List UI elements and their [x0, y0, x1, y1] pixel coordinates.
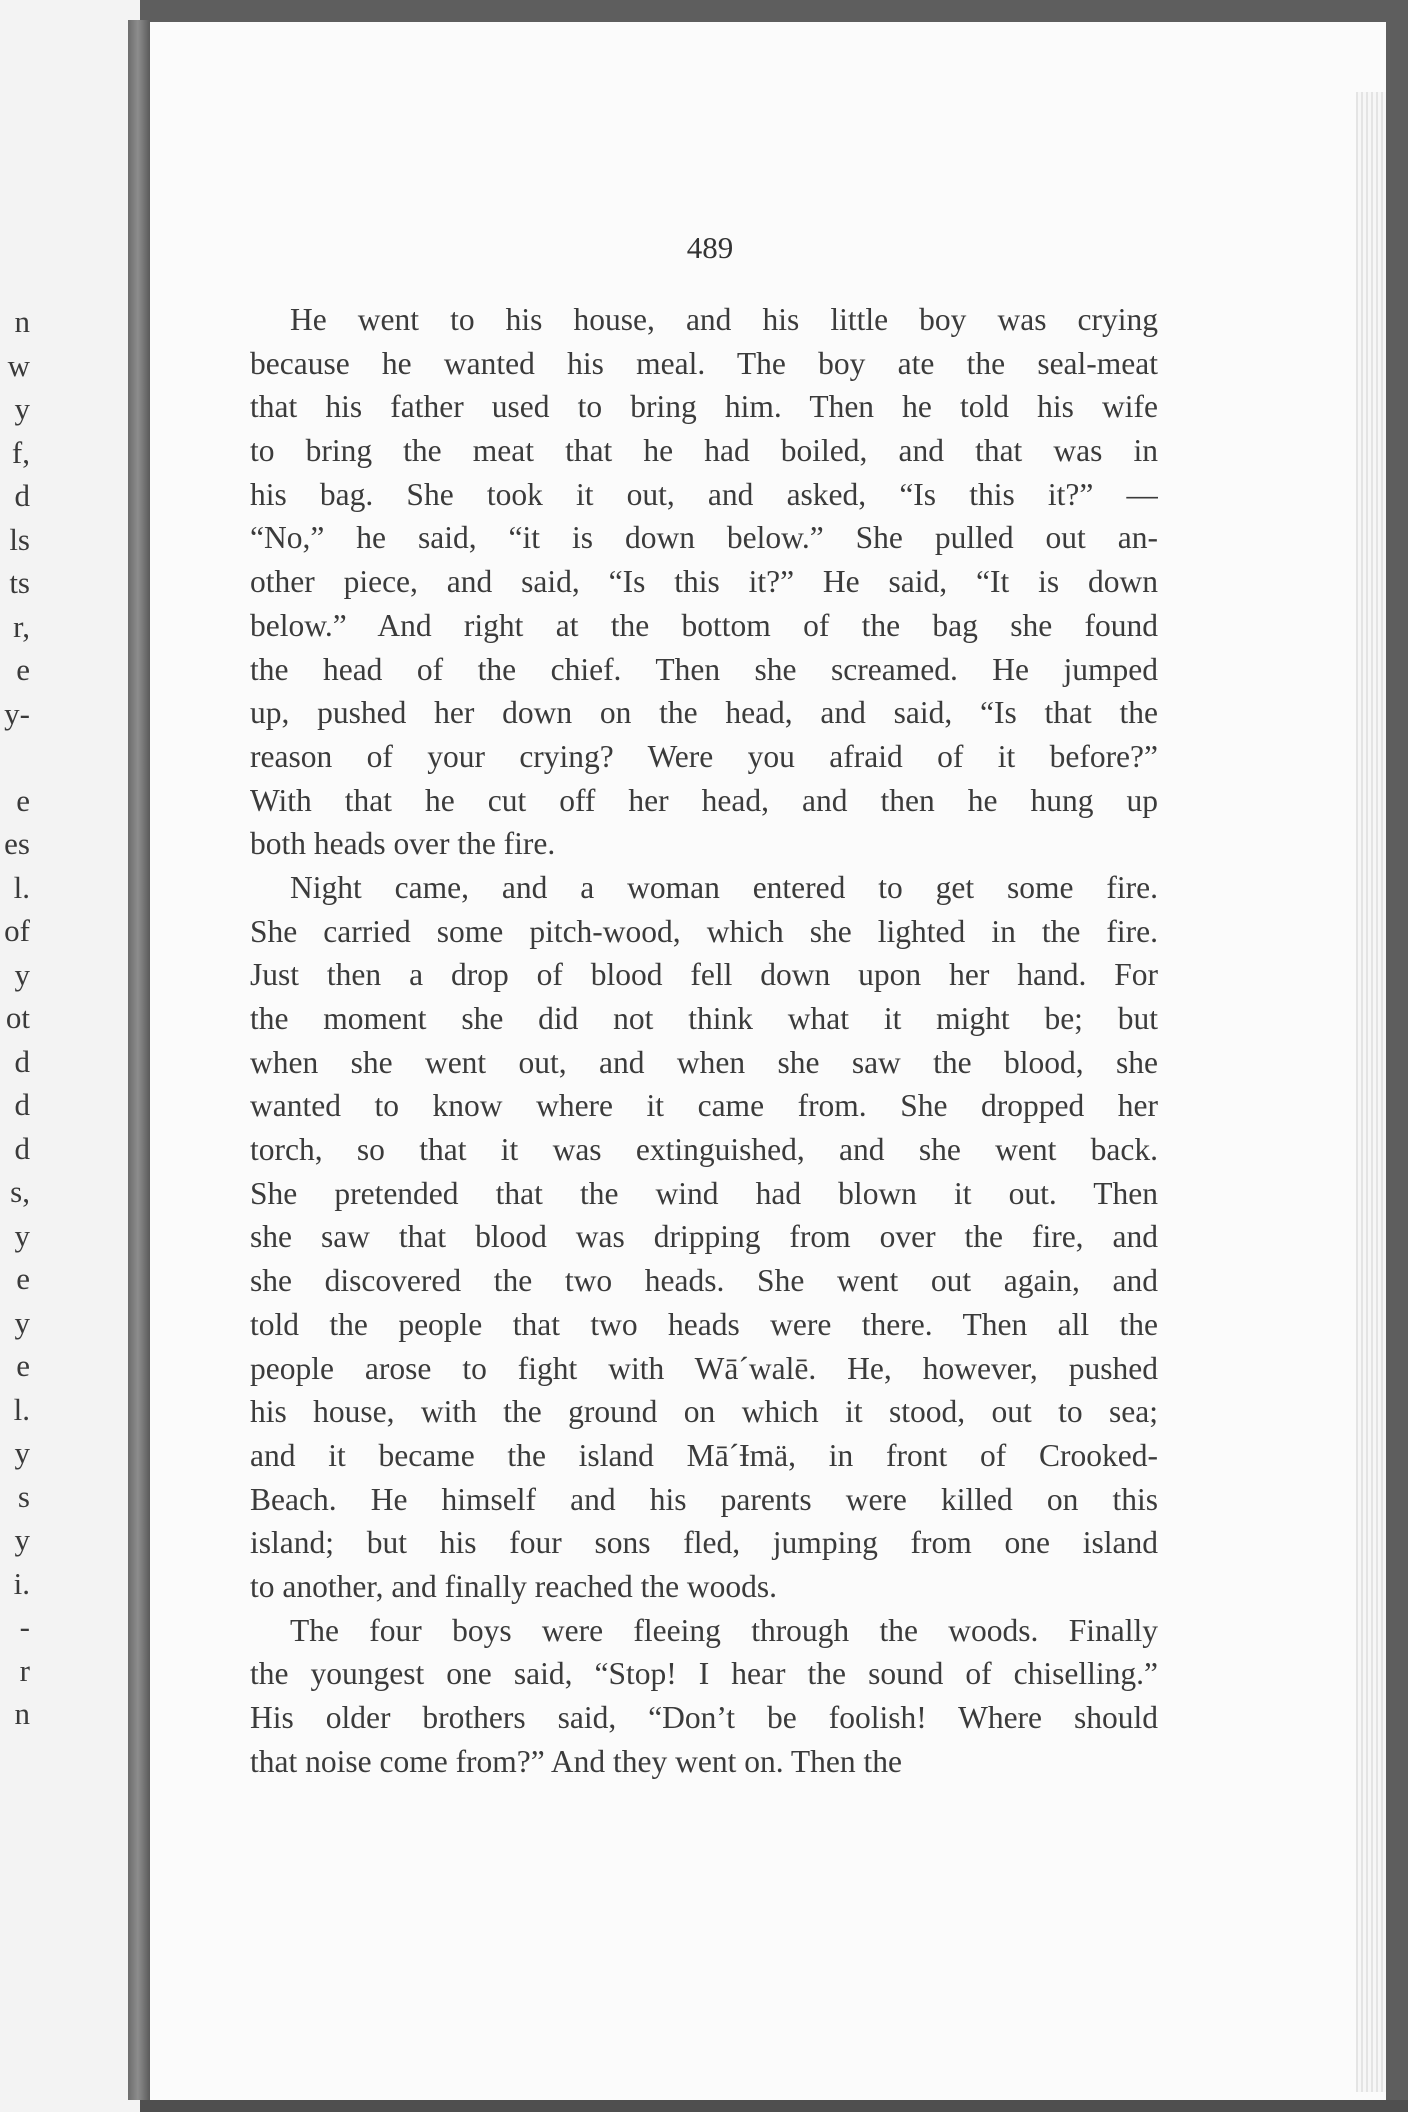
facing-page-fragment: ts — [9, 565, 30, 600]
text-line: to bring the meat that he had boiled, and that was in — [250, 433, 1158, 469]
facing-page-fragment: e — [16, 652, 30, 687]
paragraph — [250, 866, 1158, 1609]
text-line: she discovered the two heads. She went out again, and — [250, 1263, 1158, 1299]
facing-page-fragment: e — [16, 782, 30, 818]
text-line: that noise come from?” And they went on. Then the — [250, 1743, 902, 1779]
page-body-text — [250, 298, 1158, 1783]
text-line: Just then a drop of blood fell down upon her hand. For — [250, 957, 1158, 993]
text-line: she saw that blood was dripping from over the fire, and — [250, 1219, 1158, 1255]
text-line: his bag. She took it out, and asked, “Is this it?” — — [250, 476, 1158, 512]
facing-page-fragment: y- — [4, 695, 30, 731]
facing-page-edge — [0, 0, 140, 2112]
facing-page-fragment: n — [14, 304, 30, 339]
facing-page-fragment: d — [14, 478, 30, 513]
scan-bottom-edge — [140, 2100, 1408, 2112]
facing-page-fragment: y — [14, 1217, 30, 1253]
facing-page-fragment: s, — [10, 1174, 30, 1209]
text-line: His older brothers said, “Don’t be foolish! Where should — [250, 1700, 1158, 1735]
text-line: the youngest one said, “Stop! I hear the sound of chiselling.” — [250, 1656, 1158, 1692]
facing-page-fragment: ls — [9, 521, 30, 557]
facing-page-fragment: f, — [11, 434, 30, 470]
facing-page-fragment: w — [7, 347, 30, 383]
facing-page-fragment: i. — [13, 1565, 30, 1601]
facing-page-fragment: e — [16, 1261, 30, 1296]
text-line: The four boys were fleeing through the woods. Finally — [290, 1612, 1158, 1648]
text-line: that his father used to bring him. Then he told his wife — [250, 389, 1158, 425]
facing-page-fragment: d — [14, 1087, 30, 1122]
paragraph — [250, 1609, 1158, 1784]
facing-page-fragment: y — [14, 1522, 30, 1557]
text-line: to another, and finally reached the woods. — [250, 1568, 778, 1604]
facing-page-fragment: - — [19, 1609, 30, 1644]
text-line: his house, with the ground on which it stood, out to sea; — [250, 1394, 1158, 1430]
book-gutter — [128, 20, 150, 2100]
text-line: other piece, and said, “Is this it?” He said, “It is down — [250, 564, 1158, 600]
text-line: wanted to know where it came from. She dropped her — [250, 1088, 1158, 1124]
text-line: people arose to fight with Wā´walē. He, however, pushed — [250, 1350, 1158, 1386]
text-line: because he wanted his meal. The boy ate the seal-meat — [250, 345, 1158, 381]
text-line: the moment she did not think what it might be; but — [250, 1001, 1158, 1036]
facing-page-fragment: e — [16, 1348, 30, 1383]
text-line: “No,” he said, “it is down below.” She pulled out an- — [250, 520, 1158, 556]
text-line: He went to his house, and his little boy was crying — [290, 302, 1158, 337]
facing-page-fragment: l. — [13, 869, 30, 905]
text-line: She pretended that the wind had blown it out. Then — [250, 1175, 1158, 1211]
text-line: torch, so that it was extinguished, and she went back. — [250, 1132, 1158, 1168]
text-line: both heads over the fire. — [250, 826, 556, 862]
facing-page-fragment — [0, 735, 30, 779]
text-line: when she went out, and when she saw the blood, she — [250, 1044, 1158, 1080]
facing-page-fragment: es — [4, 826, 30, 861]
facing-page-fragment: y — [14, 1304, 30, 1340]
text-line: below.” And right at the bottom of the bag she found — [250, 607, 1158, 643]
facing-page-fragment: d — [14, 1130, 30, 1166]
facing-page-fragment: n — [14, 1696, 30, 1731]
facing-page-fragment: of — [4, 913, 30, 948]
paragraph — [250, 298, 1158, 866]
facing-page-fragment: y — [14, 956, 30, 992]
text-line: island; but his four sons fled, jumping from one island — [250, 1525, 1158, 1561]
page-number: 489 — [686, 230, 734, 265]
text-line: the head of the chief. Then she screamed. He jumped — [250, 651, 1158, 687]
text-line: Beach. He himself and his parents were killed on this — [250, 1481, 1158, 1517]
facing-page-fragment: y — [14, 1435, 30, 1470]
text-line: told the people that two heads were there. Then all the — [250, 1306, 1158, 1342]
text-line: Night came, and a woman entered to get some fire. — [290, 869, 1158, 905]
facing-page-fragment: r, — [13, 608, 30, 644]
facing-page-fragment: s — [17, 1478, 30, 1514]
facing-page-fragment: l. — [13, 1391, 30, 1427]
text-line: and it became the island Mā´Ɨmä, in front of Crooked- — [250, 1437, 1158, 1473]
text-line: reason of your crying? Were you afraid of it before?” — [250, 738, 1158, 774]
text-line: She carried some pitch-wood, which she lighted in the fire. — [250, 913, 1158, 949]
facing-page-fragment: ot — [5, 1000, 30, 1035]
text-line: up, pushed her down on the head, and said, “Is that the — [250, 695, 1158, 731]
facing-page-text-fragments — [0, 300, 30, 1736]
facing-page-fragment: d — [14, 1043, 30, 1079]
text-line: With that he cut off her head, and then he hung up — [250, 782, 1158, 818]
facing-page-fragment: y — [14, 391, 30, 426]
page-stack-edge — [1356, 92, 1386, 2092]
facing-page-fragment: r — [19, 1652, 30, 1688]
